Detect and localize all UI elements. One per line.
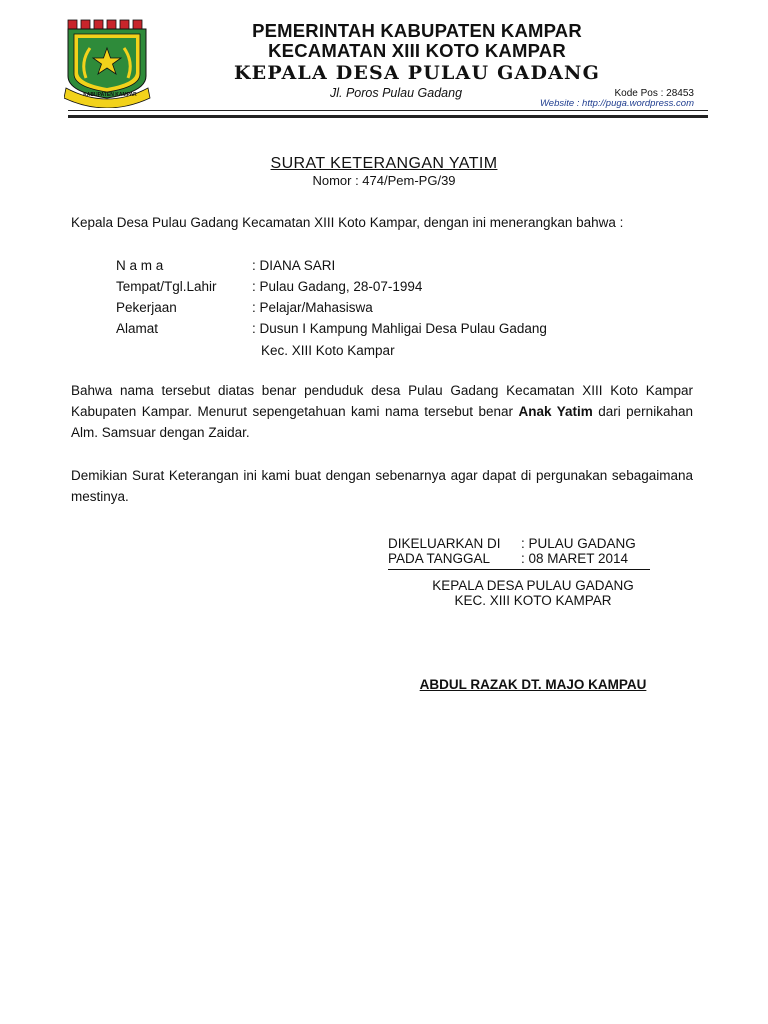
header-website: Website : http://puga.wordpress.com	[539, 98, 694, 109]
field-value-address: : Dusun I Kampung Mahligai Desa Pulau Gadang	[252, 321, 547, 336]
issued-at-value: : PULAU GADANG	[521, 536, 636, 551]
letter-title: SURAT KETERANGAN YATIM	[270, 155, 498, 172]
emphasis-orphan: Anak Yatim	[518, 404, 593, 419]
signatory-district: KEC. XIII KOTO KAMPAR	[454, 593, 612, 608]
field-label-name: N a m a	[116, 258, 164, 273]
emblem-banner-text: KABUPATEN KAMPAR	[83, 92, 137, 98]
field-value-birth: : Pulau Gadang, 28-07-1994	[252, 279, 423, 294]
issued-date-label: PADA TANGGAL	[388, 551, 491, 566]
field-label-birth: Tempat/Tgl.Lahir	[116, 279, 217, 294]
signatory-position: KEPALA DESA PULAU GADANG	[432, 578, 634, 593]
letter-number: Nomor : 474/Pem-PG/39	[312, 173, 456, 188]
field-value-name: : DIANA SARI	[252, 258, 336, 273]
opening-statement: Kepala Desa Pulau Gadang Kecamatan XIII Koto Kampar, dengan ini menerangkan bahwa :	[71, 215, 624, 230]
header-address: Jl. Poros Pulau Gadang	[330, 86, 463, 100]
header-government: PEMERINTAH KABUPATEN KAMPAR	[252, 20, 582, 41]
header-divider-thick	[68, 115, 708, 118]
header-district: KECAMATAN XIII KOTO KAMPAR	[268, 40, 566, 61]
field-label-occupation: Pekerjaan	[116, 300, 177, 315]
header-village-head: KEPALA DESA PULAU GADANG	[233, 62, 601, 84]
header-postal-code: Kode Pos : 28453	[614, 88, 694, 99]
field-value-address-continued: Kec. XIII Koto Kampar	[261, 343, 395, 358]
field-label-address: Alamat	[116, 321, 159, 336]
field-value-occupation: : Pelajar/Mahasiswa	[252, 300, 373, 315]
issued-at-label: DIKELUARKAN DI	[388, 536, 501, 551]
body-paragraph-1: Bahwa nama tersebut diatas benar penduduk desa Pulau Gadang Kecamatan XIII Koto Kampar Kabupaten Kampar. Menurut sepengetahuan kami nama tersebut benar Anak Yatim dari pernikahan Alm. Samsuar dengan Zaidar.	[71, 383, 693, 440]
issued-date-value: : 08 MARET 2014	[521, 551, 629, 566]
header-divider-thin	[68, 110, 708, 111]
signatory-name: ABDUL RAZAK DT. MAJO KAMPAU	[419, 677, 647, 692]
signature-divider	[388, 569, 650, 570]
body-paragraph-2: Demikian Surat Keterangan ini kami buat dengan sebenarnya agar dapat di pergunakan sebagaimana mestinya.	[71, 468, 693, 504]
